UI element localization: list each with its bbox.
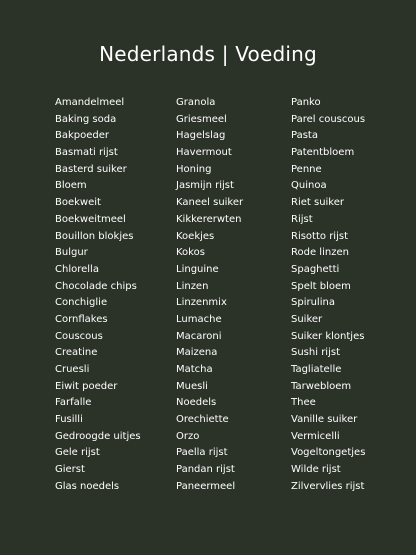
word-column-1 — [55, 95, 175, 496]
word-item: Vermicelli — [291, 430, 340, 442]
word-item: Zilvervlies rijst — [291, 480, 365, 492]
word-item: Kokos — [176, 247, 205, 259]
word-item: Honing — [176, 163, 212, 175]
word-item: Couscous — [55, 330, 103, 342]
word-item: Bloem — [55, 180, 87, 192]
word-column-2 — [176, 95, 288, 496]
word-item: Gierst — [55, 464, 85, 476]
word-item: Pandan rijst — [176, 464, 235, 476]
page-title: Nederlands | Voeding — [99, 42, 317, 66]
word-item: Gedroogde uitjes — [55, 430, 141, 442]
word-item: Noedels — [176, 397, 217, 409]
word-item: Jasmijn rijst — [176, 180, 234, 192]
word-item: Cruesli — [55, 364, 90, 375]
word-item: Kikkererwten — [176, 213, 242, 225]
word-item: Fusilli — [55, 414, 83, 426]
word-item: Suiker klontjes — [291, 330, 365, 342]
word-item: Orechiette — [176, 414, 229, 426]
word-item: Macaroni — [176, 330, 222, 342]
word-item: Conchiglie — [55, 297, 108, 309]
word-item: Tagliatelle — [291, 364, 342, 375]
word-item: Hagelslag — [176, 130, 226, 142]
word-item: Vogeltongetjes — [291, 447, 366, 459]
word-item: Cornflakes — [55, 313, 108, 325]
word-item: Maizena — [176, 347, 218, 359]
word-item: Chocolade chips — [55, 280, 137, 292]
word-item: Kaneel suiker — [176, 197, 244, 209]
word-item: Koekjes — [176, 230, 215, 242]
word-item: Tarwebloem — [291, 380, 352, 392]
word-item: Chlorella — [55, 263, 99, 275]
word-item: Panko — [291, 97, 321, 108]
word-item: Griesmeel — [176, 113, 227, 125]
word-item: Pasta — [291, 130, 318, 142]
word-item: Wilde rijst — [291, 464, 341, 476]
word-item: Eiwit poeder — [55, 380, 118, 392]
word-item: Matcha — [176, 364, 213, 375]
word-item: Suiker — [291, 313, 323, 325]
word-item: Lumache — [176, 313, 222, 325]
word-item: Havermout — [176, 147, 232, 159]
word-item: Riet suiker — [291, 197, 345, 209]
word-item: Vanille suiker — [291, 414, 358, 426]
word-item: Creatine — [55, 347, 98, 359]
word-item: Boekweitmeel — [55, 213, 126, 225]
word-item: Linguine — [176, 263, 219, 275]
word-item: Bulgur — [55, 247, 88, 259]
word-item: Spaghetti — [291, 263, 340, 275]
word-item: Paella rijst — [176, 447, 228, 459]
word-item: Spirulina — [291, 297, 335, 309]
word-item: Amandelmeel — [55, 97, 125, 108]
word-item: Thee — [291, 397, 316, 409]
word-item: Rode linzen — [291, 247, 349, 259]
word-item: Rijst — [291, 213, 313, 225]
word-item: Basmati rijst — [55, 147, 118, 159]
word-item: Sushi rijst — [291, 347, 340, 359]
word-item: Baking soda — [55, 113, 117, 125]
word-item: Basterd suiker — [55, 163, 127, 175]
word-item: Bakpoeder — [55, 130, 110, 142]
word-item: Orzo — [176, 430, 200, 442]
word-item: Boekweit — [55, 197, 101, 209]
word-column-3 — [291, 95, 411, 496]
word-item: Farfalle — [55, 397, 92, 409]
word-item: Patentbloem — [291, 147, 355, 159]
word-item: Quinoa — [291, 180, 327, 192]
word-item: Granola — [176, 97, 216, 108]
word-item: Risotto rijst — [291, 230, 348, 242]
word-item: Paneermeel — [176, 480, 236, 492]
word-item: Linzenmix — [176, 297, 227, 309]
word-item: Glas noedels — [55, 480, 120, 492]
word-item: Penne — [291, 163, 322, 175]
word-item: Spelt bloem — [291, 280, 351, 292]
word-item: Parel couscous — [291, 113, 366, 125]
word-item: Gele rijst — [55, 447, 100, 459]
word-item: Muesli — [176, 380, 208, 392]
word-item: Linzen — [176, 280, 209, 292]
word-item: Bouillon blokjes — [55, 230, 134, 242]
